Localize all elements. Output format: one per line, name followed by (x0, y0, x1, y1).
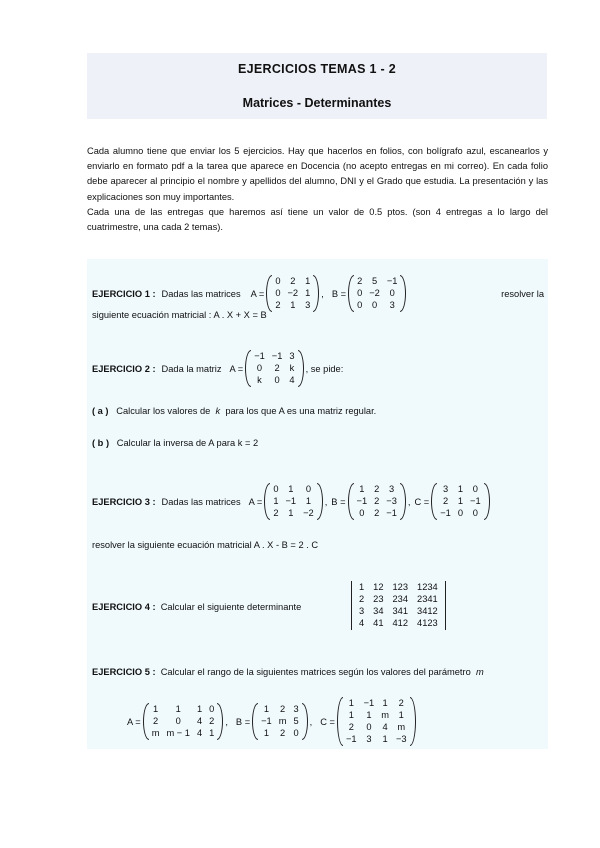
matrix-cell: 1 (273, 496, 279, 506)
matrix-cell: 3 (366, 734, 372, 744)
matrix-cell: 5 (293, 716, 299, 726)
matrix-cell: 3 (289, 351, 295, 361)
matrix-cell: 3 (442, 484, 449, 494)
matrix-cell: 4123 (417, 618, 438, 628)
matrix-cell: 1 (290, 300, 296, 310)
matrix-cell: 2 (274, 363, 280, 373)
matrix-cell: 0 (275, 288, 281, 298)
separator: , (321, 288, 324, 299)
matrix-cell: 1 (263, 728, 270, 738)
matrix-cell: −1 (261, 716, 272, 726)
part-a-variable: k (215, 406, 221, 416)
matrix-cells (149, 703, 218, 740)
matrix-cell: 1234 (417, 582, 438, 592)
matrix-cell: 0 (209, 704, 215, 714)
matrix-paren-right (313, 275, 319, 312)
matrix-cell: m (278, 716, 287, 726)
separator: , (225, 716, 228, 727)
matrix-cell: 1 (382, 734, 388, 744)
part-b-text: Calcular la inversa de A para k = 2 (116, 438, 259, 448)
matrix-paren-right (298, 350, 304, 387)
matrix-cells (437, 483, 483, 520)
matrix-cells (272, 275, 313, 312)
matrix-cell: 1 (196, 704, 203, 714)
matrix-cell: 2 (290, 276, 296, 286)
matrix-A-label: A = (248, 496, 263, 507)
matrix-cell: m (151, 728, 160, 738)
matrix-cell: 0 (305, 484, 311, 494)
matrix-cell: −1 (440, 508, 451, 518)
matrix-C-label: C = (320, 716, 335, 727)
exercise-2-text-end: , se pide: (305, 363, 344, 374)
exercise-1-equation: siguiente ecuación matricial : A . X + X = B (92, 310, 267, 320)
matrix-cell: −1 (285, 496, 297, 506)
matrix-cell: 2 (348, 722, 354, 732)
instructions-paragraph-1: Cada alumno tiene que enviar los 5 ejercicios. Hay que hacerlos en folios, con bolígrafo azul, escanearlos y enviarlo en formato pdf a la tarea que aparece en Docencia (no acepto entregas en mi correo). En cada folio debe aparecer al principio el nombre y apellidos del alumno, DNI y el Grado que estudia. La presentación y las explicaciones son muy importantes. (87, 146, 548, 202)
matrix-cells (356, 581, 441, 630)
matrix-cell: 4 (359, 618, 365, 628)
exercise-3-text: Dadas las matrices (161, 496, 241, 507)
matrix-A-label: A = (250, 288, 265, 299)
matrix-cell: 1 (209, 728, 215, 738)
matrix-cell: 1 (359, 582, 365, 592)
matrix-cell: 2 (359, 594, 365, 604)
matrix-cell: 3412 (417, 606, 438, 616)
matrix-cell: −1 (363, 698, 375, 708)
separator: , (324, 496, 328, 507)
matrix-paren-right (217, 703, 223, 740)
exercise-1-text: Dadas las matrices (161, 288, 241, 299)
page-title: EJERCICIOS TEMAS 1 - 2 (237, 62, 397, 76)
matrix-cell: 4 (196, 728, 203, 738)
separator: , (309, 716, 313, 727)
matrix-paren-right (317, 483, 323, 520)
matrix-cell: 2 (152, 716, 159, 726)
matrix-cell: 2 (374, 508, 380, 518)
exercise-5-statement (92, 667, 484, 677)
matrix-cell: 1 (359, 484, 365, 494)
matrix-cell: −2 (369, 288, 380, 298)
matrix-cell: −1 (254, 351, 265, 361)
exercise-4-statement (92, 602, 301, 612)
matrix-cell: 1 (398, 710, 404, 720)
matrix-cell: 34 (373, 606, 384, 616)
matrix-cell: 0 (366, 722, 372, 732)
matrix-cell: 123 (392, 582, 409, 592)
part-a-label: ( a ) (92, 406, 109, 416)
matrix-B-label: B = (235, 716, 251, 727)
matrix-cells (258, 703, 302, 740)
matrix-cell: 2 (357, 276, 363, 286)
matrix-cell: 3 (389, 484, 395, 494)
matrix-cell: 0 (273, 484, 279, 494)
matrix-cell: 3 (389, 300, 395, 310)
matrix-cell: m (381, 710, 389, 720)
matrix-cell: 2 (374, 484, 380, 494)
matrix-cell: −1 (386, 276, 398, 286)
determinant-bar-right (445, 581, 446, 630)
exercise-1-text-end: resolver la (501, 288, 544, 299)
matrix-cell: 3 (359, 606, 365, 616)
part-a-text-end: para los que A es una matriz regular. (225, 406, 377, 416)
matrix-cell: 1 (305, 496, 311, 506)
matrix-A-label: A = (127, 716, 141, 727)
matrix-cell: −3 (386, 496, 397, 506)
matrix-cell: 2 (280, 728, 286, 738)
matrix-cells (343, 697, 410, 746)
matrix-cell: 0 (357, 300, 363, 310)
exercise-2-label: EJERCICIO 2 : (92, 363, 156, 374)
matrix-paren-right (400, 275, 406, 312)
matrix-cell: 0 (359, 508, 365, 518)
exercise-4-label: EJERCICIO 4 : (92, 602, 156, 612)
matrix-paren-right (302, 703, 308, 740)
matrix-cell: −2 (303, 508, 314, 518)
exercise-2-part-a (92, 406, 376, 416)
matrix-C-label: C = (414, 496, 430, 507)
matrix-cell: m − 1 (166, 728, 190, 738)
matrix-cell: 2 (442, 496, 449, 506)
exercise-3-label: EJERCICIO 3 : (92, 496, 156, 507)
exercise-3-matrix-C (431, 483, 489, 520)
matrix-cell: 341 (392, 606, 409, 616)
exercise-5-matrix-C (337, 697, 416, 746)
exercise-5-matrix-B (252, 703, 308, 740)
exercise-4-determinant (347, 581, 450, 630)
matrix-cells (251, 350, 297, 387)
exercise-1-matrix-B (348, 275, 406, 312)
matrix-cell: 1 (305, 288, 311, 298)
matrix-cell: 2341 (417, 594, 438, 604)
matrix-paren-right (410, 697, 416, 746)
matrix-cell: 2 (374, 496, 380, 506)
exercise-5-text: Calcular el rango de la siguientes matrices según los valores del parámetro (160, 667, 471, 677)
matrix-cell: 1 (152, 704, 159, 714)
matrix-A-label: A = (229, 363, 244, 374)
exercise-2-statement (92, 350, 343, 387)
matrix-cell: 0 (472, 484, 478, 494)
exercise-5-matrix-A (143, 703, 224, 740)
matrix-cell: −1 (356, 496, 368, 506)
part-b-label: ( b ) (92, 438, 110, 448)
matrix-cell: 23 (373, 594, 384, 604)
matrix-cell: 0 (293, 728, 299, 738)
matrix-cell: 1 (366, 710, 372, 720)
matrix-cell: 41 (373, 618, 384, 628)
matrix-cell: 1 (175, 704, 181, 714)
matrix-B-label: B = (331, 288, 347, 299)
matrix-cell: −1 (345, 734, 357, 744)
matrix-cell: m (397, 722, 406, 732)
matrix-cell: 0 (457, 508, 464, 518)
matrix-cell: 12 (373, 582, 384, 592)
exercise-4-determinant-wrap (345, 581, 452, 630)
matrix-cell: 3 (305, 300, 311, 310)
matrix-cell: −1 (470, 496, 481, 506)
matrix-cell: 1 (382, 698, 388, 708)
matrix-cell: 1 (348, 710, 354, 720)
exercise-3-equation: resolver la siguiente ecuación matricial A . X - B = 2 . C (92, 540, 319, 550)
exercise-1-label: EJERCICIO 1 : (92, 288, 156, 299)
matrix-B-label: B = (331, 496, 346, 507)
matrix-cell: 2 (273, 508, 279, 518)
separator: , (407, 496, 411, 507)
matrix-cell: 412 (392, 618, 409, 628)
matrix-cell: 0 (389, 288, 395, 298)
matrix-cell: −3 (395, 734, 407, 744)
matrix-cell: 5 (371, 276, 378, 286)
matrix-cell: 0 (274, 375, 280, 385)
matrix-cell: 1 (348, 698, 354, 708)
matrix-cell: −1 (386, 508, 397, 518)
matrix-cell: 1 (263, 704, 270, 714)
exercise-2-text: Dada la matriz (161, 363, 222, 374)
exercise-3-statement (92, 483, 492, 520)
matrix-cell: 2 (398, 698, 404, 708)
instructions-paragraph-2: Cada una de las entregas que haremos así tiene un valor de 0.5 ptos. (son 4 entregas a lo largo del cuatrimestre, una cada 2 temas). (87, 206, 548, 233)
matrix-cell: 1 (288, 508, 294, 518)
exercise-2-matrix-A (245, 350, 303, 387)
matrix-cells (270, 483, 316, 520)
matrix-cell: 0 (256, 363, 263, 373)
matrix-cell: 4 (289, 375, 295, 385)
matrix-cell: k (289, 363, 295, 373)
exercises-panel (87, 259, 548, 749)
matrix-cell: 0 (371, 300, 378, 310)
matrix-cells (354, 275, 400, 312)
matrix-paren-right (484, 483, 490, 520)
matrix-cell: 0 (175, 716, 181, 726)
matrix-cell: 2 (275, 300, 281, 310)
exercise-1-matrix-A (266, 275, 319, 312)
exercise-1-statement (92, 275, 544, 312)
exercise-2-part-b (92, 438, 258, 448)
exercise-3-matrix-A (264, 483, 322, 520)
exercise-5-matrices (127, 697, 418, 746)
matrix-cell: k (257, 375, 262, 385)
matrix-cell: 1 (457, 496, 464, 506)
matrix-paren-right (400, 483, 406, 520)
matrix-cell: 1 (288, 484, 294, 494)
instructions (87, 144, 548, 235)
matrix-cell: 4 (382, 722, 388, 732)
matrix-cell: 0 (472, 508, 478, 518)
page-subtitle: Matrices - Determinantes (242, 96, 392, 110)
matrix-cell: −1 (271, 351, 283, 361)
title-block (87, 53, 547, 119)
determinant-bar-left (351, 581, 352, 630)
matrix-cell: −2 (287, 288, 299, 298)
matrix-cell: 2 (209, 716, 215, 726)
matrix-cell: 234 (392, 594, 409, 604)
matrix-cell: 2 (280, 704, 286, 714)
matrix-cell: 0 (275, 276, 281, 286)
matrix-cell: 1 (457, 484, 464, 494)
exercise-3-matrix-B (348, 483, 406, 520)
matrix-cell: 4 (196, 716, 203, 726)
exercise-4-text: Calcular el siguiente determinante (160, 602, 302, 612)
parameter-m: m (475, 667, 484, 677)
part-a-text: Calcular los valores de (116, 406, 211, 416)
matrix-cell: 3 (293, 704, 299, 714)
matrix-cell: 1 (305, 276, 311, 286)
exercise-5-label: EJERCICIO 5 : (92, 667, 156, 677)
matrix-cells (354, 483, 400, 520)
matrix-cell: 0 (357, 288, 363, 298)
